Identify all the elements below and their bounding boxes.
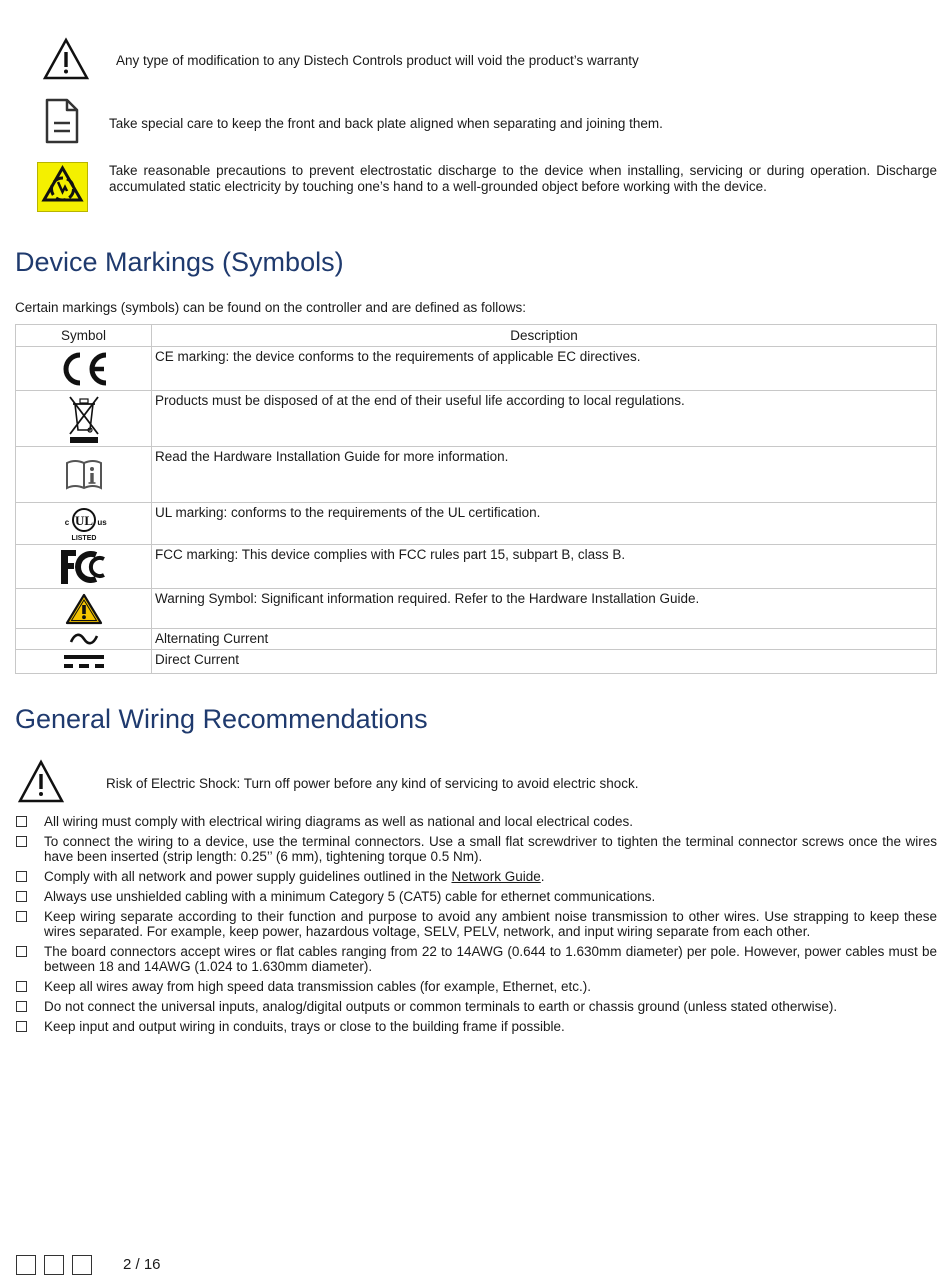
section-title-wiring: General Wiring Recommendations xyxy=(15,704,428,734)
list-item: Always use unshielded cabling with a minimum Category 5 (CAT5) cable for ethernet communications. xyxy=(15,889,937,904)
wiring-recommendations-list xyxy=(15,814,937,1039)
shock-label: Risk of Electric Shock: xyxy=(106,776,241,791)
checkbox-bullet-icon xyxy=(16,836,27,847)
symbols-table xyxy=(15,324,937,674)
description-cell: CE marking: the device conforms to the requirements of applicable EC directives. xyxy=(152,347,937,391)
svg-text:LISTED: LISTED xyxy=(71,534,96,542)
checkbox-bullet-icon xyxy=(16,871,27,882)
svg-text:us: us xyxy=(96,517,107,527)
checkbox-bullet-icon xyxy=(16,891,27,902)
shock-text: Turn off power before any kind of servicing to avoid electric shock. xyxy=(240,776,639,791)
description-cell: UL marking: conforms to the requirements of the UL certification. xyxy=(152,503,937,545)
markings-intro: Certain markings (symbols) can be found on the controller and are defined as follows: xyxy=(15,300,527,315)
ce-marking-icon xyxy=(16,347,152,391)
description-cell: Products must be disposed of at the end of their useful life according to local regulations. xyxy=(152,391,937,447)
footer-square-icon xyxy=(16,1255,36,1275)
electric-shock-notice xyxy=(106,776,926,792)
list-item: The board connectors accept wires or flat cables ranging from 22 to 14AWG (0.644 to 1.630mm diameter) per pole. However, power cables must be between 18 and 14AWG (1.024 to 1.630mm diameter). xyxy=(15,944,937,974)
svg-text:UL: UL xyxy=(74,512,93,528)
list-item: Keep wiring separate according to their function and purpose to avoid any ambient noise transmission to other wires. Use strapping to keep these wires separated. For example, keep power, hazardous voltage, SELV, PELV, network, and input wiring separate from each other. xyxy=(15,909,937,939)
footer-square-icon xyxy=(72,1255,92,1275)
list-item: To connect the wiring to a device, use the terminal connectors. Use a small flat screwdriver to tighten the terminal connector screws once the wires have been inserted (strip length: 0.25’’ (6 mm), tightening torque 0.5 Nm). xyxy=(15,834,937,864)
section-title-device-markings: Device Markings (Symbols) xyxy=(15,247,344,277)
table-row xyxy=(16,545,937,589)
checkbox-bullet-icon xyxy=(16,816,27,827)
network-guide-link[interactable]: Network Guide xyxy=(451,869,541,884)
table-row xyxy=(16,629,937,650)
checkbox-bullet-icon xyxy=(16,1021,27,1032)
esd-warning-icon xyxy=(37,162,88,212)
notice-plate-alignment: Take special care to keep the front and back plate aligned when separating and joining them. xyxy=(109,116,663,131)
description-cell: Warning Symbol: Significant information required. Refer to the Hardware Installation Guide. xyxy=(152,589,937,629)
checkbox-bullet-icon xyxy=(16,911,27,922)
list-item: Do not connect the universal inputs, analog/digital outputs or common terminals to earth or chassis ground (unless stated otherwise). xyxy=(15,999,937,1014)
document-note-icon xyxy=(44,98,80,144)
checkbox-bullet-icon xyxy=(16,981,27,992)
notice-esd: Take reasonable precautions to prevent electrostatic discharge to the device when installing, servicing or during operation. Discharge accumulated static electricity by touching one’s hand to a well-grounded object before working with the device. xyxy=(109,163,937,194)
table-row xyxy=(16,503,937,545)
table-row xyxy=(16,347,937,391)
weee-crossed-bin-icon xyxy=(16,391,152,447)
table-row xyxy=(16,589,937,629)
description-cell: Read the Hardware Installation Guide for more information. xyxy=(152,447,937,503)
list-item: Comply with all network and power supply guidelines outlined in the Network Guide. xyxy=(15,869,937,884)
svg-text:c: c xyxy=(64,517,69,527)
description-cell: Alternating Current xyxy=(152,629,937,650)
footer-square-icon xyxy=(44,1255,64,1275)
checkbox-bullet-icon xyxy=(16,1001,27,1012)
checkbox-bullet-icon xyxy=(16,946,27,957)
fcc-marking-icon xyxy=(16,545,152,589)
list-item: All wiring must comply with electrical wiring diagrams as well as national and local electrical codes. xyxy=(15,814,937,829)
description-cell: Direct Current xyxy=(152,650,937,674)
warning-triangle-icon xyxy=(42,37,90,81)
read-manual-icon xyxy=(16,447,152,503)
ul-listed-icon xyxy=(16,503,152,545)
header-symbol: Symbol xyxy=(16,325,152,347)
table-row xyxy=(16,391,937,447)
notice-warranty: Any type of modification to any Distech Controls product will void the product’s warranty xyxy=(116,53,639,68)
direct-current-icon xyxy=(16,650,152,674)
description-cell: FCC marking: This device complies with FCC rules part 15, subpart B, class B. xyxy=(152,545,937,589)
list-item: Keep input and output wiring in conduits, trays or close to the building frame if possible. xyxy=(15,1019,937,1034)
list-item: Keep all wires away from high speed data transmission cables (for example, Ethernet, etc.). xyxy=(15,979,937,994)
table-row xyxy=(16,447,937,503)
page-number: 2 / 16 xyxy=(123,1256,161,1273)
table-row xyxy=(16,650,937,674)
warning-symbol-icon xyxy=(16,589,152,629)
header-description: Description xyxy=(152,325,937,347)
alternating-current-icon xyxy=(16,629,152,650)
electric-shock-warning-icon xyxy=(17,759,65,804)
